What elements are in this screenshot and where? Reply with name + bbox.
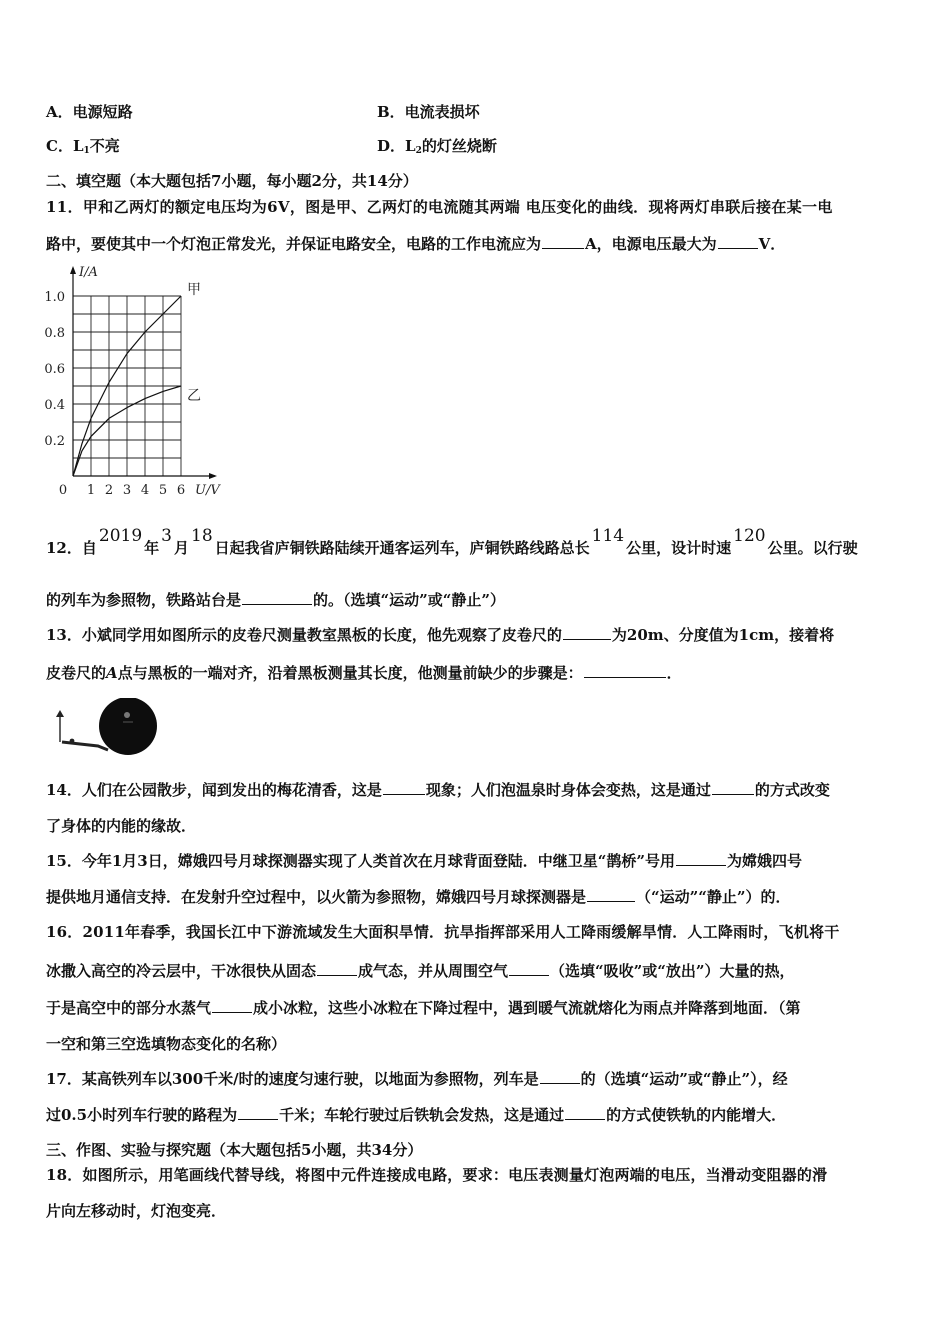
option-a: A．电源短路 (46, 103, 133, 121)
x-axis-label: U/V (195, 483, 220, 498)
length-value: 114 (591, 526, 625, 546)
q16-line4: 一空和第三空选填物态变化的名称） (46, 1035, 287, 1053)
q14-line1: 14．人们在公园散步，闻到发出的梅花清香，这是 现象；人们泡温泉时身体会变热，这是通过 的方式改变 (46, 781, 830, 799)
answer-blank[interactable] (383, 779, 425, 795)
q17-line2: 过0.5小时列车行驶的路程为 千米；车轮行驶过后铁轨会发热，这是通过 的方式使铁轨的内能增大． (46, 1106, 787, 1124)
point-a-label: A (106, 664, 118, 682)
q13-line1: 13．小斌同学用如图所示的皮卷尺测量教室黑板的长度，他先观察了皮卷尺的 为20m、分度值为1cm，接着将 (46, 626, 835, 644)
section-3-heading: 三、作图、实验与探究题（本大题包括5小题，共34分） (46, 1141, 423, 1159)
q14-line2: 了身体的内能的缘故． (46, 817, 197, 835)
option-c: C．$L_1$不亮 (46, 137, 120, 156)
q11-line2: 路中，要使其中一个灯泡正常发光，并保证电路安全，电路的工作电流应为 A，电源电压最大为 V． (46, 235, 786, 253)
x-tick-label: 5 (158, 483, 168, 498)
answer-blank[interactable] (542, 233, 584, 249)
y-tick-label: 0.4 (44, 398, 65, 413)
x-axis-arrow (209, 473, 217, 479)
series-label-1: 乙 (187, 388, 201, 404)
q18-line2: 片向左移动时，灯泡变亮． (46, 1202, 227, 1220)
answer-blank[interactable] (584, 662, 666, 678)
answer-blank[interactable] (317, 960, 357, 976)
q12-line2: 的列车为参照物，铁路站台是 的。（选填“运动”或“静止”） (46, 591, 506, 609)
tape-reel-center (124, 712, 130, 718)
tape-hook (70, 739, 75, 744)
section-2-heading: 二、填空题（本大题包括7小题，每小题2分，共14分） (46, 172, 418, 190)
y-axis-label: I/A (79, 265, 98, 280)
q12-line1: 12．自2019年3月18日起我省庐铜铁路陆续开通客运列车，庐铜铁路线路总长114公里，设计时速120公里。以行驶 (46, 526, 858, 557)
x-tick-label: 4 (140, 483, 150, 498)
tape-measure-image (52, 698, 164, 756)
q17-line1: 17．某高铁列车以300千米/时的速度匀速行驶，以地面为参照物，列车是 的（选填“运动”或“静止”），经 (46, 1070, 788, 1088)
answer-blank[interactable] (540, 1068, 580, 1084)
answer-blank[interactable] (242, 589, 312, 605)
answer-blank[interactable] (563, 624, 611, 640)
q13-line2: 皮卷尺的A点与黑板的一端对齐，沿着黑板测量其长度，他测量前缺少的步骤是： ． (46, 664, 682, 682)
answer-blank[interactable] (212, 997, 252, 1013)
q15-line1: 15．今年1月3日，嫦娥四号月球探测器实现了人类首次在月球背面登陆．中继卫星“鹊桥”号用 为嫦娥四号 (46, 852, 803, 870)
y-tick-label: 0.8 (44, 326, 65, 341)
tape-reel (99, 698, 157, 755)
option-b: B．电流表损坏 (377, 103, 480, 121)
option-d: D．$L_2$的灯丝烧断 (377, 137, 497, 156)
q11-line1: 11．甲和乙两灯的额定电压均为6V，图是甲、乙两灯的电流随其两端 电压变化的曲线．现将两灯串联后接在某一电 (46, 198, 833, 216)
q18-line1: 18．如图所示，用笔画线代替导线，将图中元件连接成电路，要求：电压表测量灯泡两端的电压，当滑动变阻器的滑 (46, 1166, 828, 1184)
y-tick-label: 1.0 (44, 290, 65, 305)
q16-line2: 冰撒入高空的冷云层中，干冰很快从固态 成气态，并从周围空气 （选填“吸收”或“放出”）大量的热， (46, 962, 795, 980)
answer-blank[interactable] (565, 1104, 605, 1120)
answer-blank[interactable] (587, 886, 635, 902)
tape-end-arrow (56, 710, 64, 717)
q16-line1: 16．2011年春季，我国长江中下游流域发生大面积旱情．抗旱指挥部采用人工降雨缓解旱情．人工降雨时，飞机将干 (46, 923, 840, 941)
x-tick-label: 6 (176, 483, 186, 498)
y-tick-label: 0.6 (44, 362, 65, 377)
y-axis-arrow (70, 266, 76, 274)
answer-blank[interactable] (712, 779, 754, 795)
year-value: 2019 (98, 526, 143, 546)
tape-strip (62, 742, 108, 750)
answer-blank[interactable] (238, 1104, 278, 1120)
answer-blank[interactable] (509, 960, 549, 976)
month-value: 3 (161, 526, 172, 546)
x-tick-label: 2 (104, 483, 114, 498)
answer-blank[interactable] (676, 850, 726, 866)
speed-value: 120 (733, 526, 766, 546)
q16-line3: 于是高空中的部分水蒸气 成小冰粒，这些小冰粒在下降过程中，遇到暖气流就熔化为雨点并降落到地面．（第 (46, 999, 801, 1017)
q15-line2: 提供地月通信支持．在发射升空过程中，以火箭为参照物，嫦娥四号月球探测器是 （“运动”“静止”）的． (46, 888, 791, 906)
x-tick-label: 3 (122, 483, 132, 498)
day-value: 18 (191, 526, 213, 546)
x-tick-label: 1 (86, 483, 96, 498)
series-label-0: 甲 (187, 282, 201, 298)
origin-label: 0 (58, 483, 68, 498)
answer-blank[interactable] (718, 233, 758, 249)
iv-curve-chart (36, 262, 236, 504)
y-tick-label: 0.2 (44, 434, 65, 449)
